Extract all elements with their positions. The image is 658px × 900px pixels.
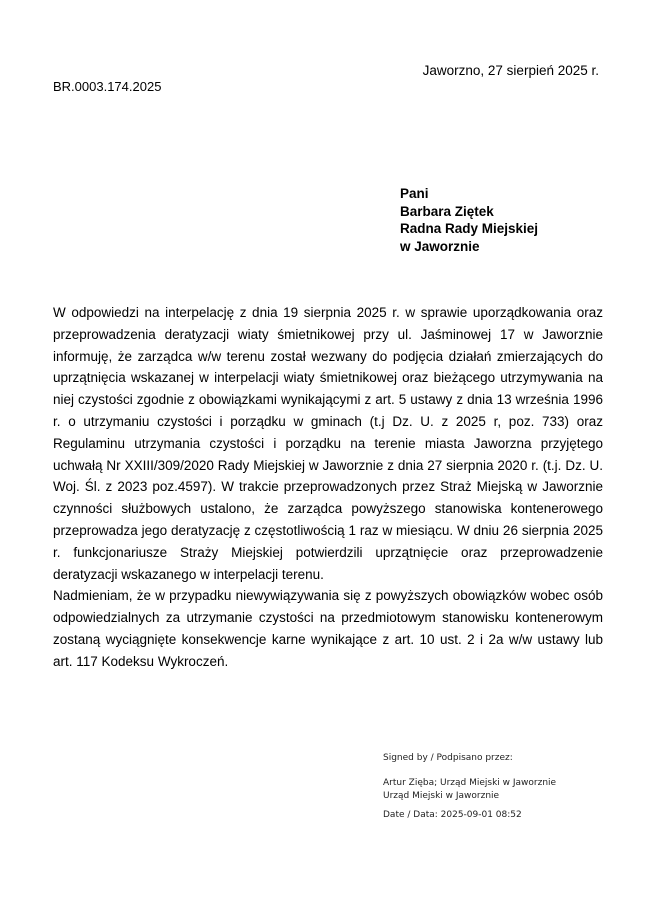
addressee-title: Radna Rady Miejskiej: [400, 221, 539, 236]
signer-line-2: Urząd Miejski w Jaworznie: [383, 791, 500, 801]
letter-body: [53, 302, 603, 673]
signature-date: Date / Data: 2025-09-01 08:52: [383, 810, 522, 820]
body-paragraph-1: W odpowiedzi na interpelację z dnia 19 sierpnia 2025 r. w sprawie uporządkowania oraz przeprowadzenia deratyzacji wiaty śmietnikowej przy ul. Jaśminowej 17 w Jaworznie informuję, że zarządca w/w terenu został wezwany do podjęcia działań zmierzających do uprzątnięcia wskazanej w interpelacji wiaty śmietnikowej oraz bieżącego utrzymywania na niej czystości zgodnie z obowiązkami wynikającymi z art. 5 ustawy z dnia 13 września 1996 r. o utrzymaniu czystości i porządku w gminach (t.j Dz. U. z 2025 r, poz. 733) oraz Regulaminu utrzymania czystości i porządku na terenie miasta Jaworzna przyjętego uchwałą Nr XXIII/309/2020 Rady Miejskiej w Jaworznie z dnia 27 sierpnia 2020 r. (t.j. Dz. U. Woj. Śl. z 2023 poz.4597). W trakcie przeprowadzonych przez Straż Miejską w Jaworznie czynności służbowych ustalono, że zarządca powyższego stanowiska kontenerowego przeprowadza jego deratyzację z częstotliwością 1 raz w miesiącu. W dniu 26 sierpnia 2025 r. funkcjonariusze Straży Miejskiej potwierdzili uprzątnięcie oraz przeprowadzenie deratyzacji wskazanego w interpelacji terenu.: [53, 305, 603, 582]
signer-line-1: Artur Zięba; Urząd Miejski w Jaworznie: [383, 778, 557, 788]
signature-header: Signed by / Podpisano przez:: [383, 753, 513, 763]
addressee-salutation: Pani: [400, 186, 429, 201]
place-and-date: Jaworzno, 27 sierpień 2025 r.: [422, 63, 599, 78]
reference-number: BR.0003.174.2025: [53, 79, 162, 94]
addressee-block: [400, 185, 538, 255]
addressee-name: Barbara Ziętek: [400, 203, 494, 219]
body-paragraph-2: Nadmieniam, że w przypadku niewywiązywania się z powyższych obowiązków wobec osób odpowiedzialnych za utrzymanie czystości na przedmiotowym stanowisku kontenerowym zostaną wyciągnięte konsekwencje karne wynikające z art. 10 ust. 2 i 2a w/w ustawy lub art. 117 Kodeksu Wykroczeń.: [53, 588, 603, 669]
addressee-city: w Jaworznie: [400, 238, 480, 254]
signature-signer: [383, 777, 556, 803]
